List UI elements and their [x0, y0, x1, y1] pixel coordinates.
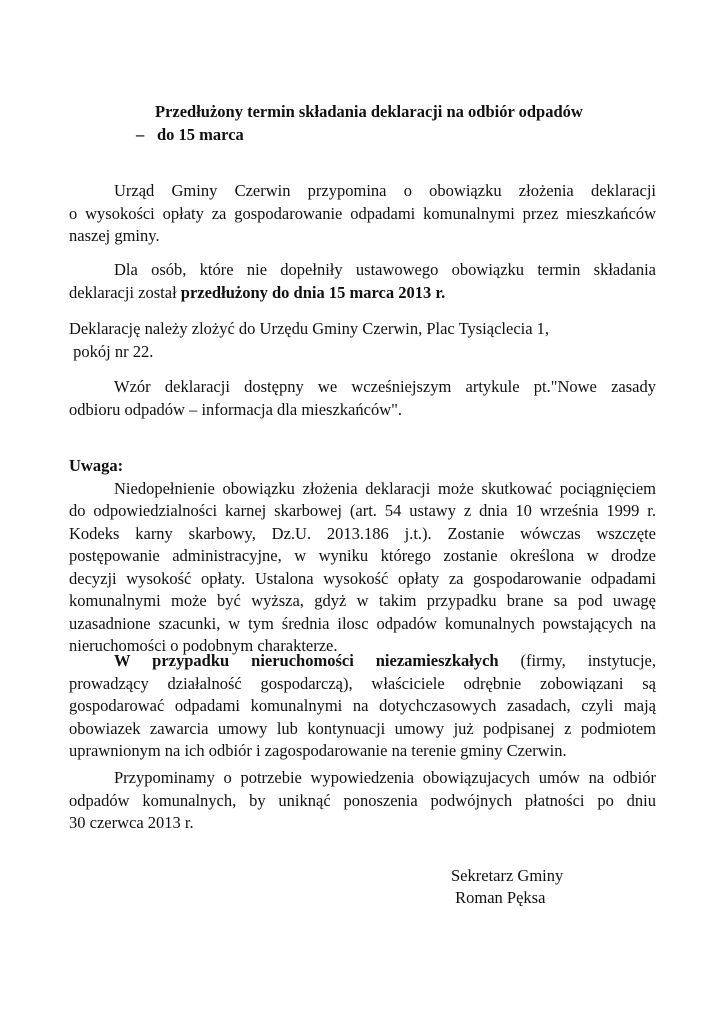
paragraph-deadline-extension — [69, 259, 656, 304]
text-line: Wzór deklaracji dostępny we wcześniejszym artykule pt."Nowe zasady — [114, 377, 656, 396]
text-line: Urząd Gminy Czerwin przypomina o obowiązku złożenia deklaracji — [114, 181, 656, 200]
paragraph-warning — [69, 455, 656, 658]
text-line: Deklarację należy zlożyć do Urzędu Gminy Czerwin, Plac Tysiąclecia 1, — [69, 319, 550, 338]
title-deadline: do 15 marca — [157, 125, 244, 144]
paragraph-nonresidential — [69, 650, 656, 763]
warning-heading: Uwaga: — [69, 456, 124, 475]
text-line: do odpowiedzialności karnej skarbowej (art. 54 ustawy z dnia 10 września 1999 r. — [69, 501, 656, 520]
signature-name: Roman Pęksa — [451, 888, 546, 907]
text-line: uzasadnione szacunki, w tym średnia ilosc odpadów komunalnych powstających na — [69, 613, 656, 633]
title-dash: – — [136, 125, 145, 144]
text-fragment: deklaracji został — [69, 282, 181, 302]
paragraph-reminder-obligation — [69, 180, 656, 248]
signature-role: Sekretarz Gminy — [451, 866, 564, 885]
text-line: o wysokości opłaty za gospodarowanie odpadami komunalnymi przez mieszkańców — [69, 203, 656, 223]
text-line: Przypominamy o potrzebie wypowiedzenia obowiązujacych umów na odbiór — [114, 768, 656, 787]
text-line: Kodeks karny skarbowy, Dz.U. 2013.186 j.t.). Zostanie wówczas wszczęte — [69, 523, 656, 543]
text-line: naszej gminy. — [69, 226, 160, 245]
text-fragment: (firmy, instytucje, — [498, 651, 656, 670]
text-line: odpadów komunalnych, by uniknąć ponoszenia podwójnych płatności po dniu — [69, 790, 656, 810]
text-line: nieruchomości o podobnym charakterze. — [69, 636, 338, 655]
text-line: decyzji wysokość opłaty. Ustalona wysokość opłaty za gospodarowanie odpadami — [69, 568, 656, 588]
extended-deadline: przedłużony do dnia 15 marca 2013 r. — [180, 282, 446, 302]
text-line: pokój nr 22. — [69, 341, 154, 361]
text-line: postępowanie administracyjne, w wyniku którego zostanie określona w drodze — [69, 546, 656, 565]
text-line: obowiazek zawarcia umowy lub kontynuacji umowy już podpisanej z podmiotem — [69, 718, 656, 738]
text-line: prowadzący działalność gospodarczą), właściciele odrębnie zobowiązani są — [69, 673, 656, 693]
paragraph-submission-place — [69, 318, 656, 363]
document-title: Przedłużony termin składania deklaracji na odbiór odpadów — [155, 102, 583, 121]
nonresidential-heading: W przypadku nieruchomości niezamieszkałych — [114, 651, 499, 670]
text-line: Niedopełnienie obowiązku złożenia deklaracji może skutkować pociągnięciem — [114, 478, 656, 498]
text-line: Dla osób, które nie dopełniły ustawowego obowiązku termin składania — [114, 260, 656, 279]
text-line: komunalnymi może być wyższa, gdyż w takim przypadku brane sa pod uwagę — [69, 591, 656, 610]
document-subtitle — [136, 125, 244, 145]
text-line: 30 czerwca 2013 r. — [69, 813, 194, 832]
paragraph-form-template — [69, 376, 656, 421]
text-line — [69, 650, 656, 673]
paragraph-contract-termination — [69, 767, 656, 835]
text-line: gospodarować odpadami komunalnymi na dotychczasowych zasadach, czyli mają — [69, 696, 656, 715]
text-line — [69, 282, 656, 305]
text-line: uprawnionym na ich odbiór i zagospodarowanie na terenie gminy Czerwin. — [69, 741, 567, 760]
text-line: odbioru odpadów – informacja dla mieszkańców". — [69, 399, 402, 419]
